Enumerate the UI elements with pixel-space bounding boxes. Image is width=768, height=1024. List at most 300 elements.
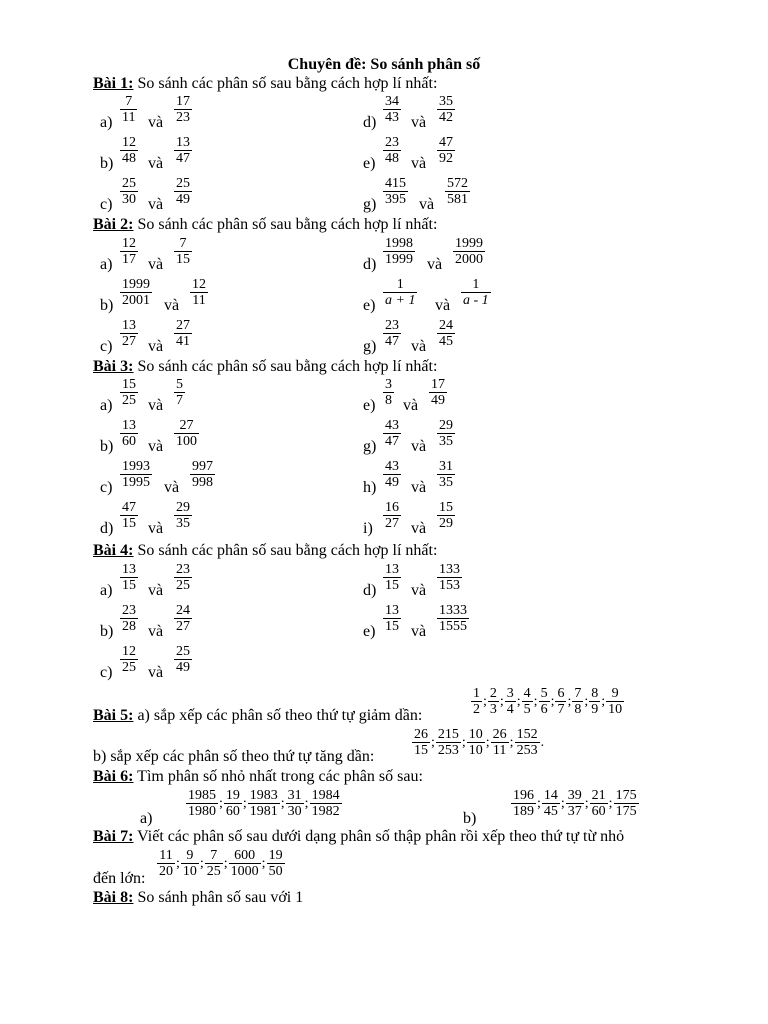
denominator: 35	[439, 475, 453, 490]
numerator: 997	[192, 459, 213, 474]
denominator: 60	[122, 434, 136, 449]
denominator: 60	[225, 804, 240, 819]
bai1-heading	[93, 75, 437, 93]
numerator: 26	[492, 727, 507, 742]
separator: ;	[219, 795, 223, 811]
sequence-fraction	[555, 686, 566, 717]
fraction-a	[383, 94, 401, 125]
numerator: 17	[431, 377, 445, 392]
bai4-heading	[93, 542, 437, 560]
denominator: 2001	[122, 293, 150, 308]
fraction-b	[437, 318, 455, 349]
numerator: 23	[122, 603, 136, 618]
bai1-item	[363, 94, 663, 134]
item-letter: b)	[100, 297, 114, 314]
numerator: 19	[268, 848, 283, 863]
item-letter: a)	[100, 397, 113, 414]
fraction-a	[120, 236, 138, 267]
bai3-item	[100, 500, 400, 540]
fraction-a	[120, 459, 152, 490]
bai5-sequence-b	[410, 727, 543, 758]
numerator: 4	[523, 686, 531, 701]
and-word: và	[148, 520, 164, 537]
denominator: 15	[385, 578, 399, 593]
denominator: 92	[439, 151, 453, 166]
item-letter: a)	[100, 114, 113, 131]
bai7-text2: đến lớn:	[93, 870, 146, 887]
numerator: 1985	[188, 788, 216, 803]
fraction-a	[383, 318, 401, 349]
denominator: 15	[414, 743, 428, 758]
fraction-b	[174, 94, 192, 125]
sequence-fraction	[267, 848, 285, 879]
bai4-text: So sánh các phân số sau bằng cách hợp lí nhất:	[137, 542, 438, 559]
separator: ;	[601, 693, 606, 709]
item-letter: b)	[100, 623, 114, 640]
bai4-item	[100, 562, 400, 602]
numerator: 1	[461, 277, 491, 293]
fraction-a	[120, 176, 138, 207]
numerator: 1333	[439, 603, 467, 618]
denominator: 253	[516, 743, 538, 758]
numerator: 34	[385, 94, 399, 109]
denominator: 50	[268, 864, 283, 879]
bai7-label: Bài 7:	[93, 828, 134, 845]
numerator: 13	[176, 135, 190, 150]
and-word: và	[411, 438, 427, 455]
denominator: 30	[122, 192, 136, 207]
denominator: 49	[385, 475, 399, 490]
numerator: 572	[447, 176, 468, 191]
fraction-a	[120, 377, 138, 408]
item-letter: d)	[100, 520, 114, 537]
separator: ;	[461, 734, 466, 750]
fraction-b	[437, 562, 462, 593]
and-word: và	[411, 479, 427, 496]
item-letter: d)	[363, 256, 377, 273]
item-letter: i)	[363, 520, 373, 537]
bai4-label: Bài 4:	[93, 542, 134, 559]
and-word: và	[403, 397, 419, 414]
sequence-fraction	[515, 727, 540, 758]
denominator: 11	[122, 110, 136, 125]
denominator: 4	[506, 702, 514, 717]
denominator: 20	[159, 864, 173, 879]
numerator: 1984	[311, 788, 340, 803]
denominator: 100	[176, 434, 197, 449]
denominator: 1982	[311, 804, 340, 819]
numerator: 23	[385, 318, 399, 333]
numerator: 31	[287, 788, 302, 803]
fraction-b	[174, 176, 192, 207]
sequence-fraction	[566, 788, 584, 819]
denominator: 581	[447, 192, 468, 207]
denominator: 35	[176, 516, 190, 531]
and-word: và	[148, 196, 164, 213]
numerator: 2	[489, 686, 497, 701]
bai3-item	[363, 377, 663, 417]
bai3-text: So sánh các phân số sau bằng cách hợp lí nhất:	[137, 358, 438, 375]
bai3-item	[100, 459, 400, 499]
item-letter: c)	[100, 479, 113, 496]
and-word: và	[411, 582, 427, 599]
denominator: 47	[176, 151, 190, 166]
fraction-a	[383, 176, 408, 207]
bai4-item	[363, 562, 663, 602]
fraction-b	[437, 500, 455, 531]
sequence-fraction	[511, 788, 536, 819]
denominator: 10	[468, 743, 483, 758]
separator: ;	[584, 693, 589, 709]
item-letter: c)	[100, 196, 113, 213]
numerator: 25	[176, 176, 190, 191]
denominator: 9	[591, 702, 599, 717]
numerator: 23	[385, 135, 399, 150]
denominator: 1995	[122, 475, 150, 490]
numerator: 19	[225, 788, 240, 803]
fraction-b	[461, 277, 491, 308]
numerator: 15	[122, 377, 136, 392]
denominator: 10	[608, 702, 623, 717]
and-word: và	[148, 438, 164, 455]
denominator: 7	[557, 702, 565, 717]
fraction-b	[174, 236, 192, 267]
denominator: 7	[176, 393, 183, 408]
item-letter: e)	[363, 397, 376, 414]
bai6-sequence-a	[184, 788, 344, 819]
numerator: 215	[437, 727, 459, 742]
bai5-text-b: b) sắp xếp các phân số theo thứ tự tăng dần:	[93, 748, 375, 765]
item-letter: c)	[100, 338, 113, 355]
numerator: 12	[122, 644, 136, 659]
fraction-b	[453, 236, 485, 267]
fraction-a	[120, 277, 152, 308]
sequence-fraction	[205, 848, 223, 879]
sequence-fraction	[412, 727, 430, 758]
numerator: 26	[414, 727, 428, 742]
numerator: 175	[615, 788, 637, 803]
bai3-item	[363, 418, 663, 458]
separator: ;	[537, 795, 541, 811]
sequence-fraction	[286, 788, 304, 819]
sequence-fraction	[310, 788, 342, 819]
numerator: 196	[513, 788, 534, 803]
numerator: 43	[385, 418, 399, 433]
bai8-heading	[93, 889, 303, 907]
bai1-item	[100, 176, 400, 216]
fraction-a	[383, 500, 401, 531]
separator: ;	[499, 693, 504, 709]
denominator: 1999	[385, 252, 413, 267]
denominator: 2000	[455, 252, 483, 267]
and-word: và	[427, 256, 443, 273]
sequence-fraction	[467, 727, 485, 758]
fraction-b	[174, 500, 192, 531]
bai2-label: Bài 2:	[93, 216, 134, 233]
fraction-a	[383, 603, 401, 634]
separator: ;	[485, 734, 490, 750]
sequence-fraction	[157, 848, 175, 879]
sequence-fraction	[186, 788, 218, 819]
denominator: 1000	[230, 864, 259, 879]
bai2-item	[363, 277, 663, 317]
bai3-label: Bài 3:	[93, 358, 134, 375]
and-word: và	[148, 338, 164, 355]
bai5-line-b	[93, 748, 374, 766]
denominator: 49	[431, 393, 445, 408]
bai1-text: So sánh các phân số sau bằng cách hợp lí nhất:	[137, 75, 438, 92]
item-letter: e)	[363, 623, 376, 640]
numerator: 12	[122, 236, 136, 251]
denominator: 30	[287, 804, 302, 819]
numerator: 9	[606, 686, 624, 702]
fraction-a	[383, 236, 415, 267]
denominator: 1555	[439, 619, 467, 634]
bai6-text: Tìm phân số nhỏ nhất trong các phân số sau:	[137, 768, 423, 785]
bai1-label: Bài 1:	[93, 75, 134, 92]
denominator: 35	[439, 434, 453, 449]
denominator: 25	[122, 393, 136, 408]
separator: ;	[516, 693, 521, 709]
denominator: 189	[513, 804, 534, 819]
numerator: 29	[176, 500, 190, 515]
bai4-item	[363, 603, 663, 643]
numerator: 10	[468, 727, 483, 742]
and-word: và	[164, 297, 180, 314]
numerator: 415	[385, 176, 406, 191]
fraction-a	[383, 377, 394, 408]
sequence-fraction	[248, 788, 280, 819]
fraction-a	[120, 562, 138, 593]
fraction-a	[383, 135, 401, 166]
numerator: 1	[383, 277, 417, 293]
numerator: 5	[176, 377, 183, 392]
bai2-heading	[93, 216, 437, 234]
and-word: và	[411, 155, 427, 172]
and-word: và	[411, 623, 427, 640]
bai2-text: So sánh các phân số sau bằng cách hợp lí nhất:	[137, 216, 438, 233]
item-letter: e)	[363, 155, 376, 172]
denominator: 27	[122, 334, 136, 349]
denominator: 47	[385, 334, 399, 349]
and-word: và	[148, 114, 164, 131]
separator: ;	[584, 795, 589, 811]
fraction-b	[437, 418, 455, 449]
bai8-label: Bài 8:	[93, 889, 134, 906]
numerator: 43	[385, 459, 399, 474]
denominator: 175	[615, 804, 637, 819]
fraction-a	[383, 459, 401, 490]
denominator: 395	[385, 192, 406, 207]
sequence-fraction	[572, 686, 583, 717]
sequence-fraction	[224, 788, 242, 819]
numerator: 7	[120, 94, 137, 110]
numerator: 27	[174, 418, 199, 434]
numerator: 9	[181, 848, 199, 864]
numerator: 1998	[385, 236, 413, 251]
bai6-sequence-b	[509, 788, 641, 819]
fraction-b	[190, 459, 215, 490]
denominator: 25	[122, 660, 136, 675]
fraction-b	[174, 644, 192, 675]
sequence-fraction	[522, 686, 533, 717]
numerator: 3	[506, 686, 514, 701]
denominator: a - 1	[463, 293, 489, 308]
bai1-item	[363, 176, 663, 216]
fraction-b	[174, 318, 192, 349]
fraction-a	[120, 94, 137, 125]
numerator: 21	[591, 788, 606, 803]
numerator: 1	[473, 686, 480, 701]
separator: ;	[608, 795, 613, 811]
fraction-a	[120, 418, 138, 449]
denominator: 48	[122, 151, 136, 166]
separator: ;	[567, 693, 572, 709]
fraction-a	[383, 277, 417, 308]
fraction-b	[174, 377, 185, 408]
numerator: 13	[385, 603, 399, 618]
numerator: 1999	[455, 236, 483, 251]
item-letter: b)	[100, 438, 114, 455]
denominator: 45	[439, 334, 453, 349]
numerator: 7	[205, 848, 223, 864]
bai3-heading	[93, 358, 437, 376]
and-word: và	[411, 520, 427, 537]
bai7-text: Viết các phân số sau dưới dạng phân số thập phân rồi xếp theo thứ tự từ nhỏ	[137, 828, 625, 845]
denominator: 253	[437, 743, 459, 758]
denominator: 27	[385, 516, 399, 531]
denominator: 29	[439, 516, 453, 531]
fraction-b	[437, 459, 455, 490]
numerator: 7	[574, 686, 582, 701]
denominator: 15	[176, 252, 190, 267]
denominator: 25	[206, 864, 221, 879]
fraction-a	[120, 500, 138, 531]
end-punctuation: .	[540, 734, 545, 750]
bai3-item	[363, 500, 663, 540]
fraction-b	[429, 377, 447, 408]
separator: ;	[176, 855, 180, 871]
numerator: 27	[176, 318, 190, 333]
fraction-b	[174, 418, 199, 449]
numerator: 8	[591, 686, 599, 701]
numerator: 47	[122, 500, 136, 515]
numerator: 1999	[122, 277, 150, 292]
fraction-a	[120, 603, 138, 634]
and-word: và	[148, 582, 164, 599]
numerator: 25	[176, 644, 190, 659]
bai7-sequence	[155, 848, 287, 879]
denominator: 1981	[249, 804, 278, 819]
denominator: 45	[543, 804, 558, 819]
numerator: 17	[176, 94, 190, 109]
fraction-b	[190, 277, 208, 308]
separator: ;	[280, 795, 285, 811]
fraction-b	[445, 176, 470, 207]
numerator: 35	[439, 94, 453, 109]
sequence-fraction	[542, 788, 560, 819]
fraction-b	[437, 94, 455, 125]
and-word: và	[419, 196, 435, 213]
numerator: 3	[385, 377, 392, 392]
denominator: 25	[176, 578, 190, 593]
sequence-fraction	[471, 686, 482, 717]
denominator: 27	[176, 619, 190, 634]
item-letter: d)	[363, 582, 377, 599]
bai5-line-a	[93, 707, 422, 725]
separator: ;	[242, 795, 247, 811]
numerator: 152	[516, 727, 538, 742]
sequence-fraction	[436, 727, 461, 758]
sequence-fraction	[614, 788, 639, 819]
fraction-a	[383, 562, 401, 593]
numerator: 14	[543, 788, 558, 803]
denominator: 2	[473, 702, 480, 717]
item-letter: a)	[100, 256, 113, 273]
bai6-label: Bài 6:	[93, 768, 134, 785]
bai2-item	[363, 318, 663, 358]
bai5-sequence-a	[469, 686, 626, 717]
separator: ;	[304, 795, 309, 811]
bai4-item	[100, 603, 400, 643]
fraction-a	[383, 418, 401, 449]
numerator: 31	[439, 459, 453, 474]
sequence-fraction	[181, 848, 199, 879]
separator: ;	[431, 734, 435, 750]
and-word: và	[148, 256, 164, 273]
fraction-b	[437, 603, 469, 634]
separator: ;	[533, 693, 538, 709]
denominator: 37	[567, 804, 582, 819]
denominator: 17	[122, 252, 136, 267]
separator: ;	[483, 693, 487, 709]
numerator: 7	[174, 236, 192, 252]
and-word: và	[411, 114, 427, 131]
denominator: 8	[574, 702, 582, 717]
denominator: 49	[176, 660, 190, 675]
denominator: 48	[385, 151, 399, 166]
numerator: 24	[176, 603, 190, 618]
numerator: 13	[122, 318, 136, 333]
denominator: 47	[385, 434, 399, 449]
sequence-fraction	[229, 848, 261, 879]
numerator: 13	[385, 562, 399, 577]
item-letter: g)	[363, 438, 377, 455]
denominator: 10	[182, 864, 197, 879]
denominator: 15	[122, 578, 136, 593]
denominator: 1980	[188, 804, 216, 819]
item-letter: c)	[100, 664, 113, 681]
item-letter: d)	[363, 114, 377, 131]
denominator: 11	[192, 293, 206, 308]
sequence-fraction	[606, 686, 624, 717]
and-word: và	[164, 479, 180, 496]
numerator: 1993	[122, 459, 150, 474]
denominator: 11	[492, 743, 507, 758]
numerator: 12	[192, 277, 206, 292]
denominator: 41	[176, 334, 190, 349]
bai2-item	[100, 277, 400, 317]
and-word: và	[411, 338, 427, 355]
bai2-item	[100, 236, 400, 276]
numerator: 133	[439, 562, 460, 577]
numerator: 16	[385, 500, 399, 515]
denominator: 153	[439, 578, 460, 593]
page-title: Chuyên đề: So sánh phân số	[287, 56, 481, 73]
bai3-item	[363, 459, 663, 499]
item-letter: g)	[363, 196, 377, 213]
sequence-fraction	[491, 727, 509, 758]
